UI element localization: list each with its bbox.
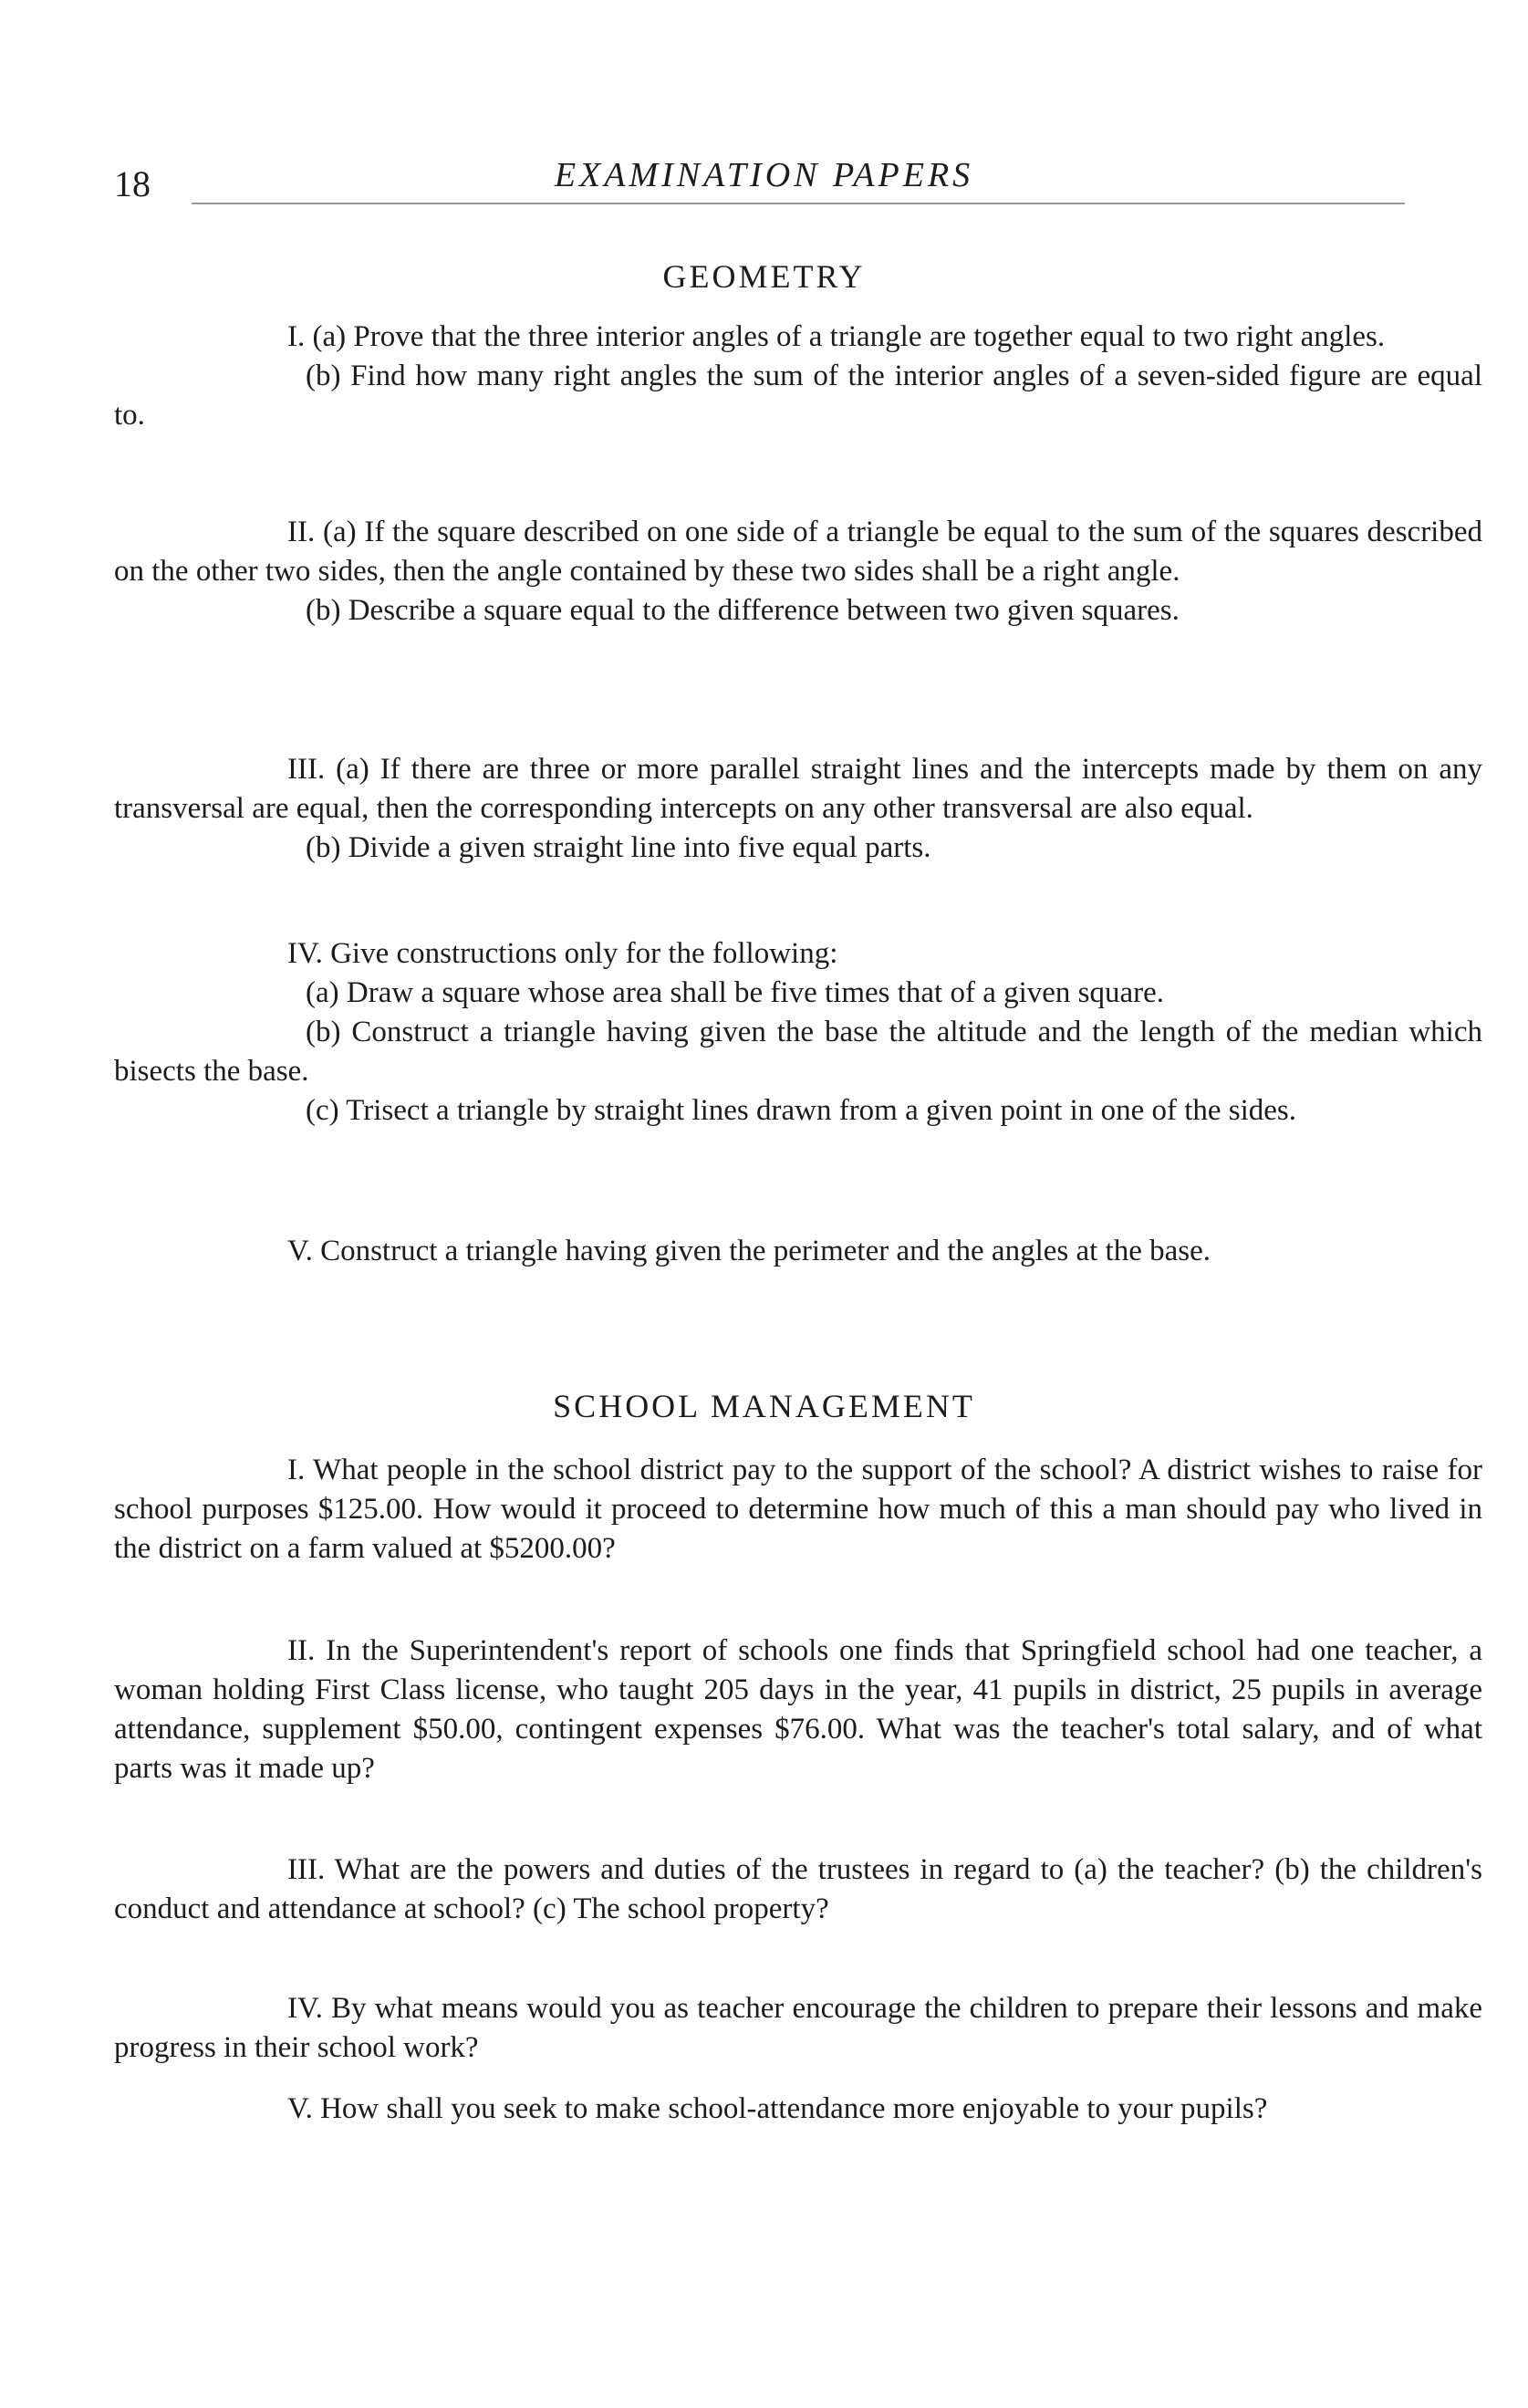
geometry-q3b: (b) Divide a given straight line into five equal parts. (306, 831, 931, 864)
school-management-question-2 (114, 1631, 1482, 1788)
geometry-question-1 (114, 318, 1482, 435)
sm-q3: III. What are the powers and duties of the trustees in regard to (a) the teacher? (b) the children's conduct and attendance at school? (c) The school property? (114, 1853, 1482, 1925)
geometry-q4c: (c) Trisect a triangle by straight lines drawn from a given point in one of the sides. (306, 1094, 1297, 1127)
sm-q1: I. What people in the school district pay to the support of the school? A district wishes to raise for school purposes $125.00. How would it proceed to determine how much of this a man should pay who lived in the district on a farm valued at $5200.00? (114, 1454, 1482, 1565)
sm-q5: V. How shall you seek to make school-attendance more enjoyable to your pupils? (287, 2092, 1268, 2125)
sm-q4: IV. By what means would you as teacher encourage the children to prepare their lessons and make progress in their school work? (114, 1992, 1482, 2064)
header-rule (192, 203, 1405, 204)
geometry-q2b: (b) Describe a square equal to the difference between two given squares. (306, 594, 1180, 627)
school-management-question-5 (114, 2090, 1482, 2129)
geometry-question-3 (114, 750, 1482, 868)
geometry-q2a: II. (a) If the square described on one side of a triangle be equal to the sum of the squares described on the other two sides, then the angle contained by these two sides shall be a right angle. (114, 516, 1482, 588)
sm-q2: II. In the Superintendent's report of schools one finds that Springfield school had one teacher, a woman holding First Class license, who taught 205 days in the year, 41 pupils in district, 25 pupils in average attendance, supplement $50.00, contingent expenses $76.00. What was the teacher's total salary, and of what parts was it made up? (114, 1634, 1482, 1785)
school-management-question-3 (114, 1850, 1482, 1929)
geometry-q3a: III. (a) If there are three or more parallel straight lines and the intercepts made by them on any transversal are equal, then the corresponding intercepts on any other transversal are also equal. (114, 753, 1482, 825)
geometry-q1a: I. (a) Prove that the three interior angles of a triangle are together equal to two right angles. (287, 320, 1386, 353)
running-title: EXAMINATION PAPERS (554, 156, 974, 194)
page-header (0, 155, 1528, 210)
school-management-question-1 (114, 1451, 1482, 1569)
geometry-q4a: (a) Draw a square whose area shall be five times that of a given square. (306, 976, 1165, 1009)
geometry-question-2 (114, 513, 1482, 631)
page-number: 18 (114, 163, 151, 204)
school-management-question-4 (114, 1989, 1482, 2068)
geometry-q4: IV. Give constructions only for the following: (287, 937, 838, 970)
geometry-title: GEOMETRY (662, 258, 866, 295)
geometry-q5: V. Construct a triangle having given the perimeter and the angles at the base. (287, 1235, 1211, 1267)
geometry-q1b: (b) Find how many right angles the sum of the interior angles of a seven-sided figure are equal to. (114, 360, 1482, 432)
geometry-question-5 (114, 1232, 1482, 1271)
geometry-q4b: (b) Construct a triangle having given the base the altitude and the length of the median which bisects the base. (114, 1016, 1482, 1088)
geometry-question-4 (114, 934, 1482, 1131)
school-management-title: SCHOOL MANAGEMENT (553, 1388, 975, 1424)
